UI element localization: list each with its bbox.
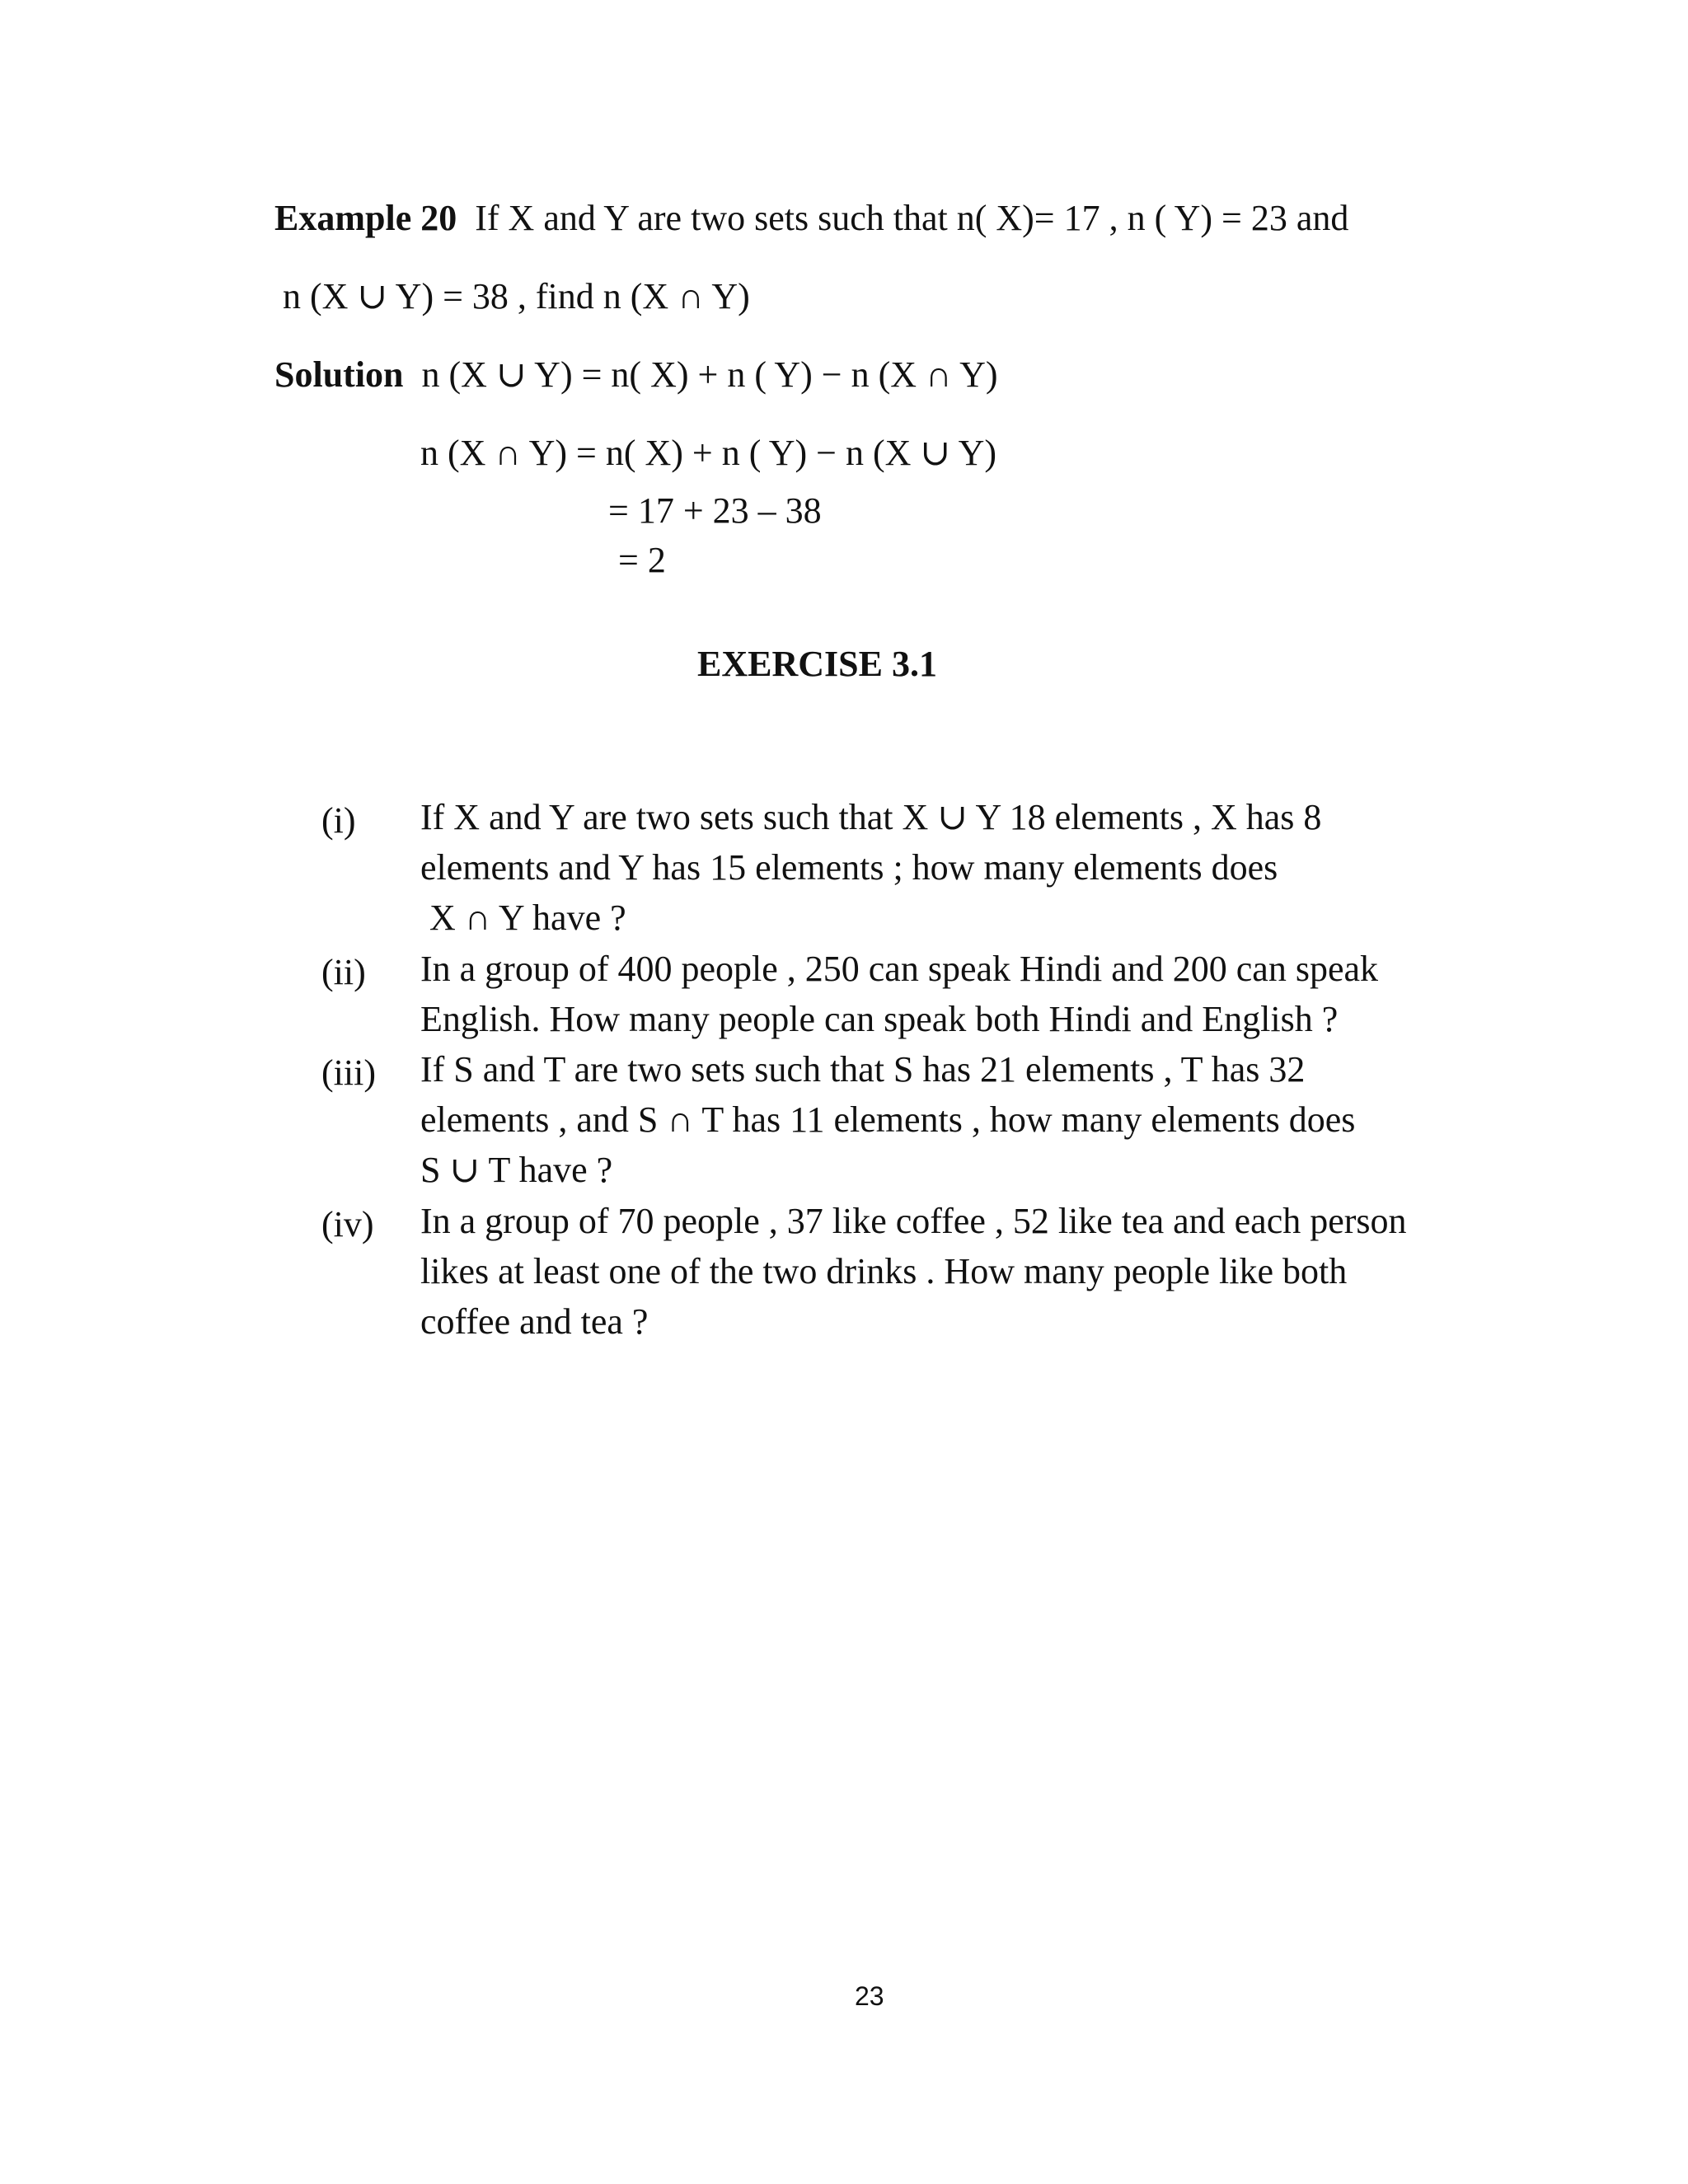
solution-step2: n (X ∩ Y) = n( X) + n ( Y) − n (X ∪ Y) xyxy=(420,433,997,473)
exercise-item-line: English. How many people can speak both Hindi and English ? xyxy=(420,999,1339,1039)
exercise-item-line: likes at least one of the two drinks . How many people like both xyxy=(420,1251,1348,1291)
exercise-item-line: elements , and S ∩ T has 11 elements , how many elements does xyxy=(420,1099,1356,1140)
exercise-item-label: (i) xyxy=(321,800,356,841)
solution-step3: = 17 + 23 – 38 xyxy=(608,490,822,531)
exercise-item-text xyxy=(420,1044,1355,1195)
exercise-item-line: coffee and tea ? xyxy=(420,1301,649,1342)
exercise-item-label: (iv) xyxy=(321,1204,374,1244)
example-statement-line1: If X and Y are two sets such that n( X)= 17 , n ( Y) = 23 and xyxy=(475,198,1349,238)
solution-step4: = 2 xyxy=(618,540,666,580)
exercise-item-line: elements and Y has 15 elements ; how many elements does xyxy=(420,847,1278,888)
example-heading xyxy=(274,200,1348,237)
exercise-item-line: In a group of 70 people , 37 like coffee , 52 like tea and each person xyxy=(420,1201,1407,1241)
exercise-item-text xyxy=(420,792,1321,943)
solution-step1: n (X ∪ Y) = n( X) + n ( Y) − n (X ∩ Y) xyxy=(421,354,998,395)
exercise-item-line: X ∩ Y have ? xyxy=(420,898,626,938)
solution-step1-line xyxy=(274,354,998,395)
exercise-title: EXERCISE 3.1 xyxy=(697,644,937,684)
example-statement-line2: n (X ∪ Y) = 38 , find n (X ∩ Y) xyxy=(283,276,750,316)
exercise-item-label: (ii) xyxy=(321,952,366,992)
exercise-item-line: In a group of 400 people , 250 can speak Hindi and 200 can speak xyxy=(420,949,1379,989)
page-number: 23 xyxy=(855,1981,884,2011)
exercise-item-text xyxy=(420,1196,1407,1347)
solution-label: Solution xyxy=(274,354,404,395)
exercise-item-line: S ∪ T have ? xyxy=(420,1150,613,1190)
example-label: Example 20 xyxy=(274,198,457,238)
exercise-item-label: (iii) xyxy=(321,1052,376,1093)
exercise-item-line: If S and T are two sets such that S has 21 elements , T has 32 xyxy=(420,1049,1306,1090)
exercise-item-line: If X and Y are two sets such that X ∪ Y 18 elements , X has 8 xyxy=(420,797,1322,837)
exercise-item-text xyxy=(420,944,1378,1044)
